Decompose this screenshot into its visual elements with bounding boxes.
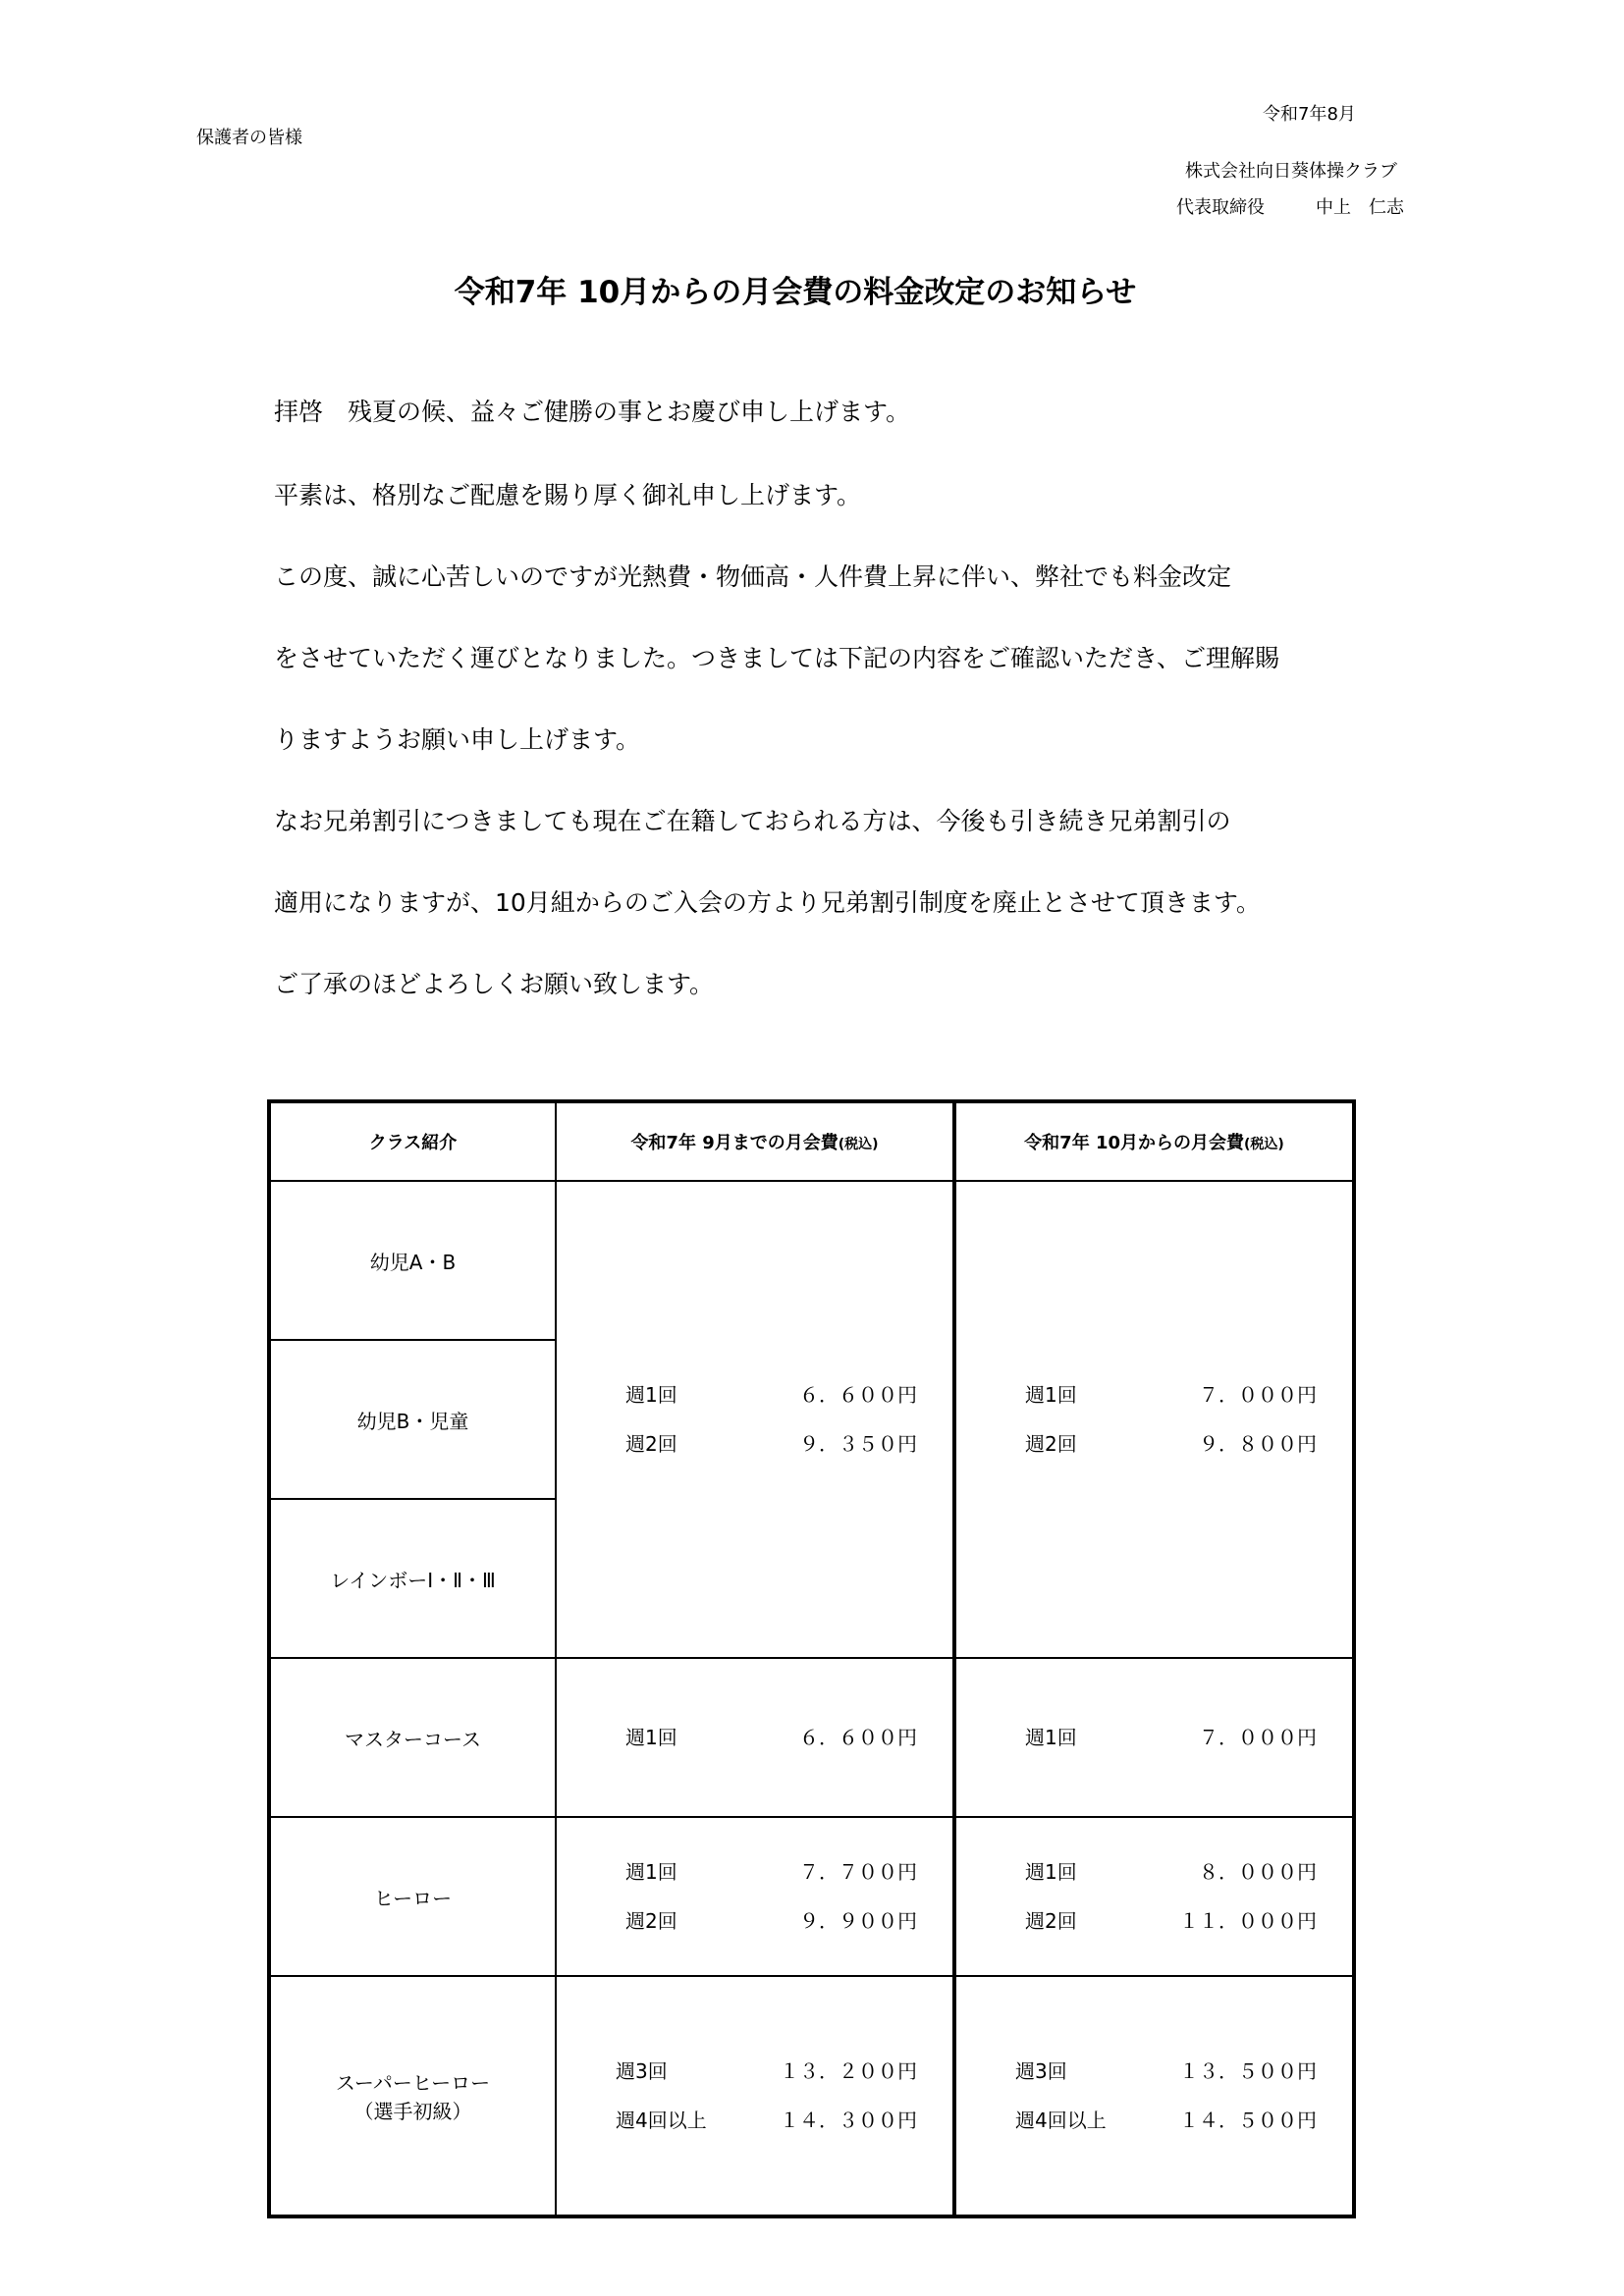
fee-line: 週4回以上 １４．３００円 (616, 2109, 917, 2132)
paragraph-line: 平素は、格別なご配慮を賜り厚く御礼申し上げます。 (274, 481, 862, 509)
paragraph-line: この度、誠に心苦しいのですが光熱費・物価高・人件費上昇に伴い、弊社でも料金改定 (274, 562, 1232, 591)
document-title: 令和7年 10月からの月会費の料金改定のお知らせ (454, 275, 1137, 310)
table-row (269, 1658, 1354, 1817)
fee-line: 週3回 １３．２００円 (616, 2059, 917, 2083)
table-row (269, 1181, 1354, 1340)
fee-table (267, 1099, 1356, 2218)
class-name: マスターコース (269, 1658, 556, 1817)
fee-line: 週4回以上 １４．５００円 (1015, 2109, 1317, 2132)
paragraph-line: 拝啓 残夏の候、益々ご健勝の事とお慶び申し上げます。 (274, 398, 911, 426)
new-fee-cell (954, 1817, 1354, 1976)
company-name: 株式会社向日葵体操クラブ (1185, 161, 1397, 182)
class-name: 幼児B・児童 (269, 1340, 556, 1499)
table-header-row (269, 1101, 1354, 1181)
class-name-sub: （選手初級） (353, 2100, 472, 2123)
new-fee-cell (954, 1976, 1354, 2216)
paragraph-line: りますようお願い申し上げます。 (274, 725, 641, 754)
fee-line: 週2回 ９．９００円 (625, 1909, 917, 1933)
fee-line: 週1回 ６．６００円 (625, 1383, 917, 1407)
fee-line: 週2回 ９．３５０円 (625, 1432, 917, 1456)
paragraph-line: 適用になりますが、10月組からのご入会の方より兄弟割引制度を廃止とさせて頂きます。 (274, 888, 1261, 917)
table-row (269, 1817, 1354, 1976)
class-name: ヒーロー (269, 1817, 556, 1976)
old-fee-cell (556, 1817, 954, 1976)
header-class: クラス紹介 (269, 1101, 556, 1181)
fee-line: 週3回 １３．５００円 (1015, 2059, 1317, 2083)
old-fee-cell (556, 1976, 954, 2216)
fee-line: 週2回 １１．０００円 (1025, 1909, 1317, 1933)
class-name: 幼児A・B (269, 1181, 556, 1340)
new-fee-cell (954, 1658, 1354, 1817)
class-name-main: スーパーヒーロー (335, 2071, 491, 2095)
header-old-fee: 令和7年 9月までの月会費(税込) (556, 1101, 954, 1181)
document-date: 令和7年8月 (1263, 104, 1356, 125)
representative-name: 中上 仁志 (1316, 197, 1404, 218)
old-fee-cell (556, 1181, 954, 1658)
table-row (269, 1976, 1354, 2216)
new-fee-cell (954, 1181, 1354, 1658)
fee-line: 週1回 ８．０００円 (1025, 1860, 1317, 1884)
paragraph-line: ご了承のほどよろしくお願い致します。 (274, 970, 715, 998)
old-fee-cell (556, 1658, 954, 1817)
fee-line: 週1回 ６．６００円 (625, 1726, 917, 1749)
paragraph-line: をさせていただく運びとなりました。つきましては下記の内容をご確認いただき、ご理解賜 (274, 644, 1280, 672)
class-name (269, 1976, 556, 2216)
representative-title: 代表取締役 (1176, 197, 1265, 218)
class-name: レインボーⅠ・Ⅱ・Ⅲ (269, 1499, 556, 1658)
header-new-fee: 令和7年 10月からの月会費(税込) (954, 1101, 1354, 1181)
paragraph-line: なお兄弟割引につきましても現在ご在籍しておられる方は、今後も引き続き兄弟割引の (274, 807, 1231, 835)
recipient: 保護者の皆様 (196, 128, 302, 148)
fee-line: 週2回 ９．８００円 (1025, 1432, 1317, 1456)
fee-line: 週1回 ７．０００円 (1025, 1726, 1317, 1749)
fee-line: 週1回 ７．７００円 (625, 1860, 917, 1884)
fee-line: 週1回 ７．０００円 (1025, 1383, 1317, 1407)
